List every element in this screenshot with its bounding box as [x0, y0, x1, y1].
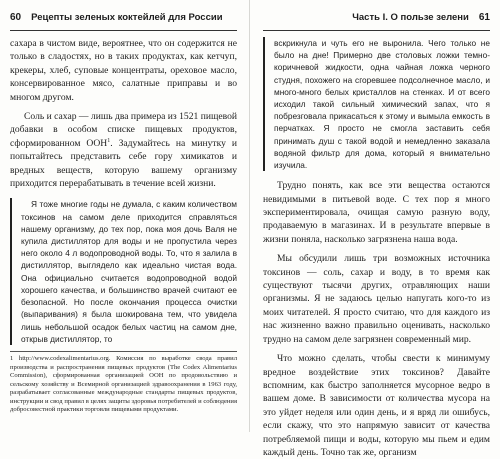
paragraph: сахара в чистом виде, вероятнее, что он содержится не только в сладостях, но в таких продуктах, как кетчуп, крекеры, хлеб, суповые концентраты, ореховое масло, консервированное мясо, салатные приправы и во многом другом. — [10, 38, 237, 103]
right-page-body — [263, 37, 490, 459]
paragraph-text: Соль и сахар — лишь два примера из 1521 пищевой добавки в особом списке пищевых продуктов, сформированном ООН — [10, 111, 238, 149]
running-title: Рецепты зеленых коктейлей для России — [31, 11, 223, 23]
page-number: 60 — [10, 11, 22, 23]
sidebar-note — [10, 198, 237, 344]
right-page-header — [263, 4, 490, 31]
left-page-header — [10, 4, 237, 31]
left-page-body — [10, 37, 237, 415]
running-title: Часть I. О пользе зелени — [352, 11, 469, 23]
left-page — [0, 0, 250, 432]
paragraph — [10, 110, 237, 190]
paragraph: Что можно сделать, чтобы свести к минимуму вредное воздействие этих токсинов? Давайте вспомним, как быстро заполняется мусорное ведро в вашем доме. В зависимости от количества мусора на это уйдет неделя или один день, и я вряд ли ошибусь, если скажу, что это напрямую зависит от качества потребляемой пищи и воды, которую мы пьем и едим каждый день. Точно так же, организм — [263, 353, 490, 458]
note-text: вскрикнула и чуть его не выронила. Чего только не было на дне! Примерно две столовых ложки темно-коричневой жидкости, одна чайная ложка черного студня, похожего на сгоревшее подсолнечное масло, и много-много белых кристаллов на стенках. И от всего исходил такой сильный химический запах, что я побрезговала прикасаться к этому и вымыла емкость в перчатках. Я просто не смогла заставить себя принимать душ с такой водой и немедленно заказала водяной фильтр для дома, который я внимательно изучила. — [274, 38, 490, 171]
footnote: 1 http://www.codexalimentarius.org. Комиссия по выработке свода правил производства и распространения пищевых продуктов (The Codex Alimentarius Commission), сформированная организацией ООН по продовольствию и сельскому хозяйству и Всемирной организацией здравоохранения в 1963 году, разрабатывает согласованные международные стандарты пищевых продуктов, инструкции и свод правил в целях защиты здоровья потребителей и соблюдения добросовестной практики торговли пищевыми продуктами. — [10, 351, 237, 415]
sidebar-note — [263, 37, 490, 171]
paragraph: Трудно понять, как все эти вещества остаются невидимыми в питьевой воде. С тех пор я много экспериментировала, очищая самую разную воду, продаваемую в магазинах. И в результате впервые в жизни поняла, насколько загрязнена наша вода. — [263, 180, 490, 245]
paragraph-text: . Задумайтесь на минутку и попытайтесь представить себе гору химикатов и вредных веществ, которую вашему организму приходится перерабатывать в течение всей жизни. — [10, 137, 238, 190]
note-text: Я тоже многие годы не думала, с каким количеством токсинов на самом деле приходится справляться нашему организму, до тех пор, пока моя дочь Валя не купила дистиллятор для воды и не пропустила через него около 4 л водопроводной воды. То, что я залила в дистиллятор, выглядело как идеально чистая вода. Она официально считается водопроводной водой хорошего качества, и большинство врачей считают ее безопасной. Но после окончания процесса очистки (выпаривания) я была шокирована тем, что увидела лишь небольшой осадок белых частиц на самом дне, открыв дистиллятор, то — [21, 199, 237, 344]
right-page — [250, 0, 500, 458]
paragraph: Мы обсудили лишь три возможных источника токсинов — соль, сахар и воду, в то время как существуют тысячи других, отравляющих наши организмы. Я не задаюсь целью напугать кого-то из моих читателей. Я просто считаю, что для каждого из нас жизненно важно правильно оценивать, насколько трудно на самом деле загрязнен современный мир. — [263, 253, 490, 345]
footnote-marker: 1 — [107, 137, 111, 144]
page-number: 61 — [478, 11, 490, 23]
